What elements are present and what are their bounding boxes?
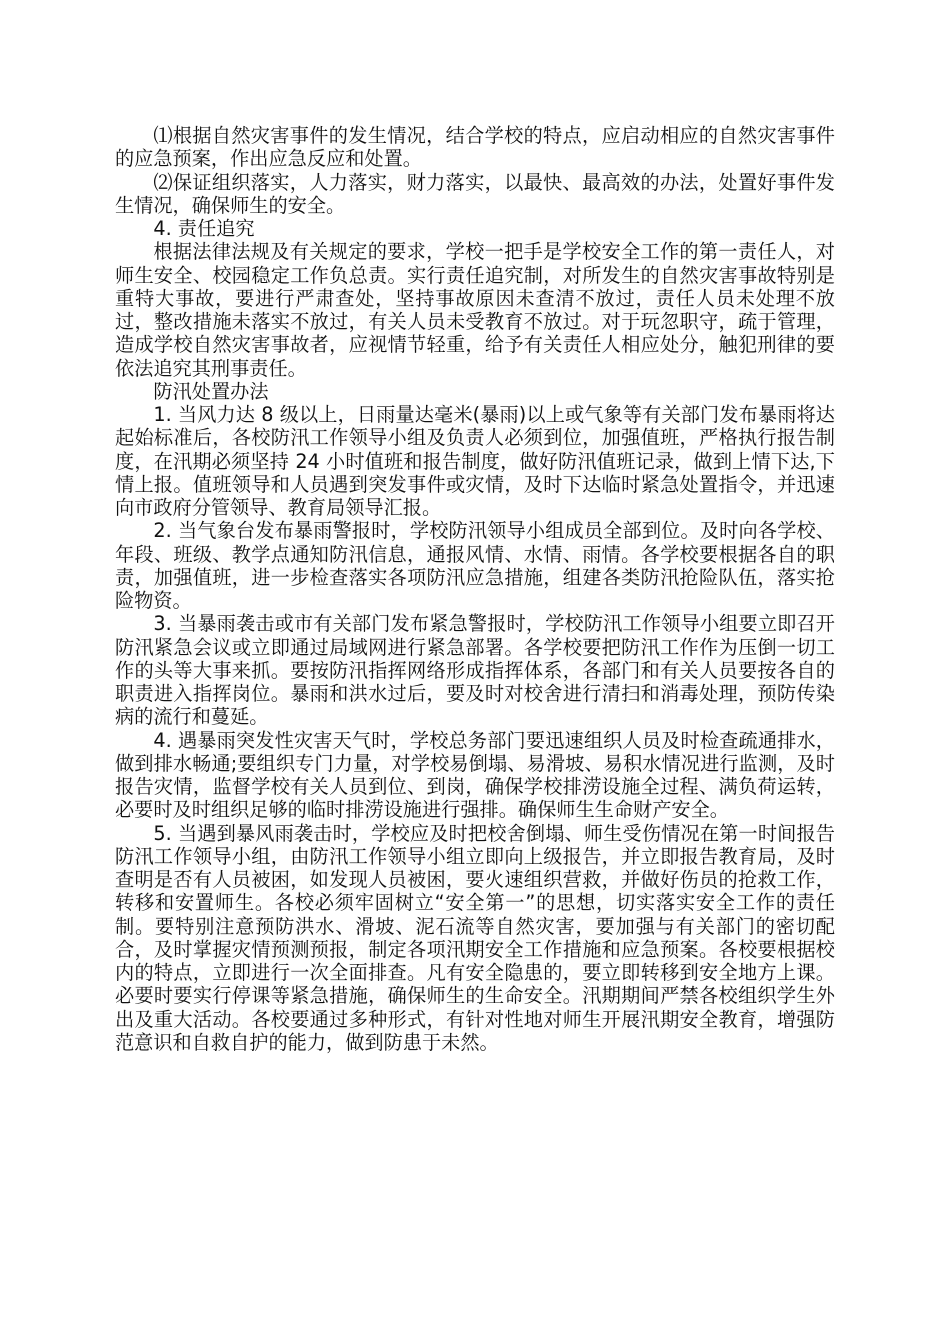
paragraph-flood-4: 4. 遇暴雨突发性灾害天气时，学校总务部门要迅速组织人员及时检查疏通排水，做到排水畅通;要组织专门力量，对学校易倒塌、易滑坡、易积水情况进行监测，及时报告灾情，监督学校有关人员到位、到岗，确保学校排涝设施全过程、满负荷运转，必要时及时组织足够的临时排涝设施进行强排。确保师生生命财产安全。 [115, 728, 835, 822]
section-heading-accountability: 4. 责任追究 [153, 217, 255, 240]
paragraph-flood-1: 1. 当风力达 8 级以上，日雨量达毫米(暴雨)以上或气象等有关部门发布暴雨将达起始标准后，各校防汛工作领导小组及负责人必须到位，加强值班，严格执行报告制度，在汛期必须坚持 24 小时值班和报告制度，做好防汛值班记录，做到上情下达,下情上报。值班领导和人员遇到突发事件或灾情，及时下达临时紧急处置指令，并迅速向市政府分管领导、教育局领导汇报。 [115, 403, 835, 519]
document-body [115, 124, 835, 1054]
paragraph-flood-3: 3. 当暴雨袭击或市有关部门发布紧急警报时，学校防汛工作领导小组要立即召开防汛紧急会议或立即通过局域网进行紧急部署。各学校要把防汛工作作为压倒一切工作的头等大事来抓。要按防汛指挥网络形成指挥体系，各部门和有关人员要按各自的职责进入指挥岗位。暴雨和洪水过后，要及时对校舍进行清扫和消毒处理，预防传染病的流行和蔓延。 [115, 612, 835, 729]
paragraph-flood-2: 2. 当气象台发布暴雨警报时，学校防汛领导小组成员全部到位。及时向各学校、年段、班级、教学点通知防汛信息，通报风情、水情、雨情。各学校要根据各自的职责，加强值班，进一步检查落实各项防汛应急措施，组建各类防汛抢险队伍，落实抢险物资。 [115, 519, 835, 612]
paragraph-measure-2: ⑵保证组织落实，人力落实，财力落实，以最快、最高效的办法，处置好事件发生情况，确保师生的安全。 [115, 170, 835, 217]
paragraph-accountability: 根据法律法规及有关规定的要求，学校一把手是学校安全工作的第一责任人，对师生安全、校园稳定工作负总责。实行责任追究制，对所发生的自然灾害事故特别是重特大事故，要进行严肃查处，坚持事故原因未查清不放过，责任人员未处理不放过，整改措施未落实不放过，有关人员未受教育不放过。对于玩忽职守，疏于管理，造成学校自然灾害事故者，应视情节轻重，给予有关责任人相应处分，触犯刑律的要依法追究其刑事责任。 [115, 240, 835, 380]
section-heading-flood-measures: 防汛处置办法 [153, 379, 269, 403]
paragraph-flood-5: 5. 当遇到暴风雨袭击时，学校应及时把校舍倒塌、师生受伤情况在第一时间报告防汛工作领导小组，由防汛工作领导小组立即向上级报告，并立即报告教育局，及时查明是否有人员被困，如发现人员被困，要火速组织营救，并做好伤员的抢救工作，转移和安置师生。各校必须牢固树立“安全第一”的思想，切实落实安全工作的责任制。要特别注意预防洪水、滑坡、泥石流等自然灾害，要加强与有关部门的密切配合，及时掌握灾情预测预报，制定各项汛期安全工作措施和应急预案。各校要根据校内的特点，立即进行一次全面排查。凡有安全隐患的，要立即转移到安全地方上课。必要时要实行停课等紧急措施，确保师生的生命安全。汛期期间严禁各校组织学生外出及重大活动。各校要通过多种形式，有针对性地对师生开展汛期安全教育，增强防范意识和自救自护的能力，做到防患于未然。 [115, 821, 835, 1054]
paragraph-measure-1: ⑴根据自然灾害事件的发生情况，结合学校的特点，应启动相应的自然灾害事件的应急预案，作出应急反应和处置。 [115, 124, 835, 171]
